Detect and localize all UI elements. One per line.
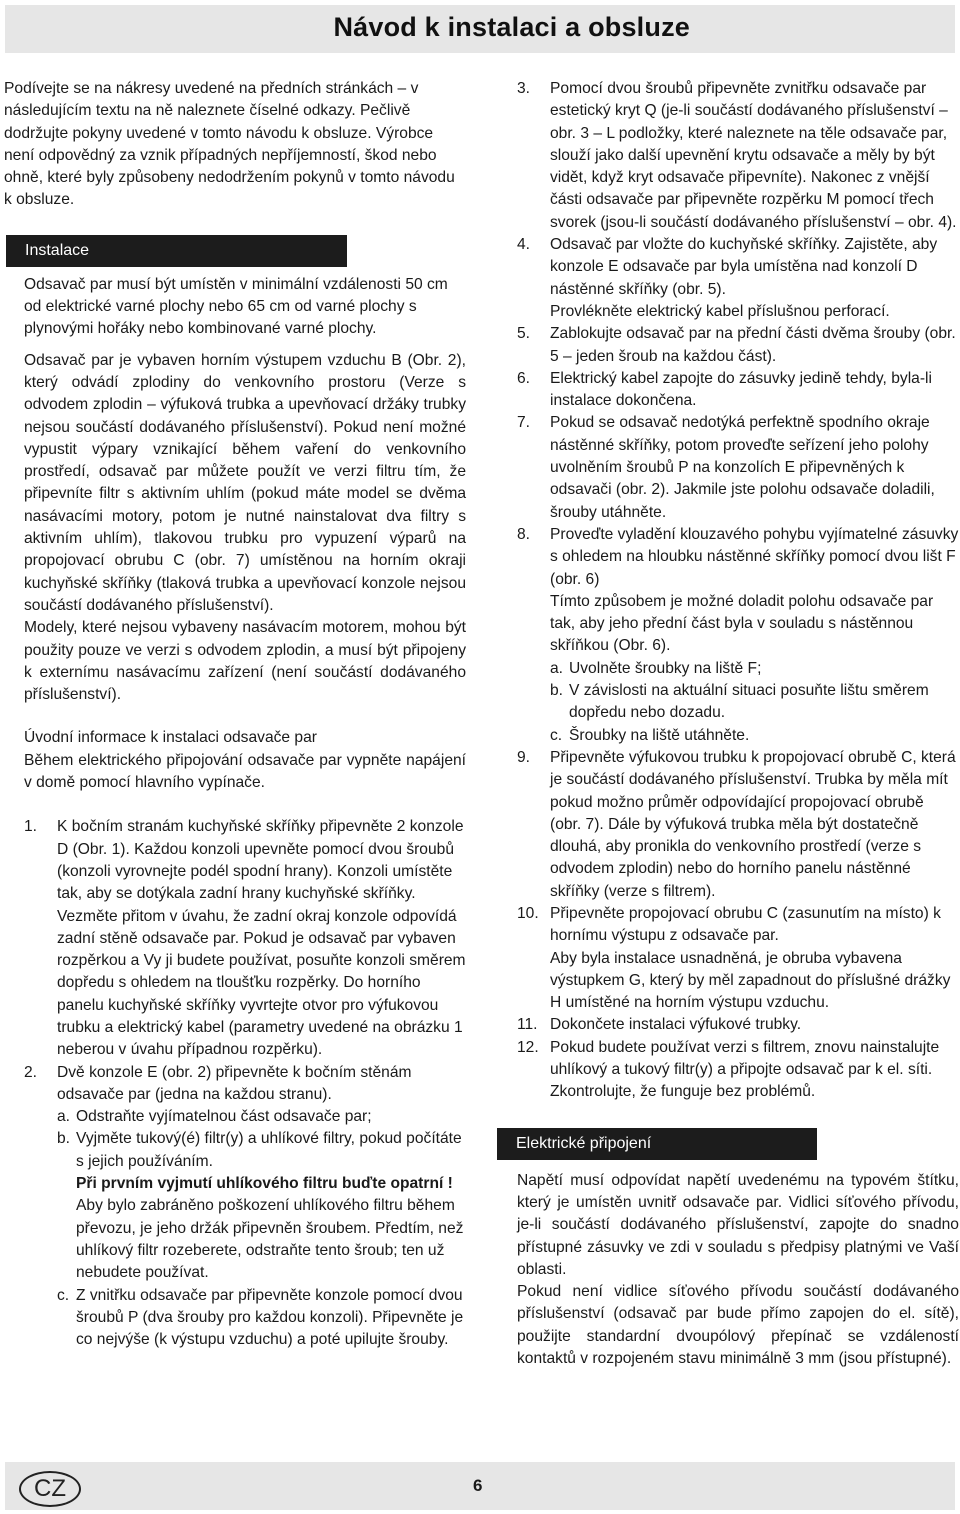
step-number: 9. bbox=[517, 748, 531, 766]
substep-letter: a. bbox=[550, 659, 564, 677]
page-number: 6 bbox=[473, 1476, 483, 1495]
list-item bbox=[517, 323, 959, 368]
electrical-paragraph-2: Pokud není vidlice síťového přívodu součástí dodávaného příslušenství (odsavač par bude přímo zapojen do el. sítě), použijte standardní dvoupólový přepínač se vzdáleností kontaktů v rozpojeném stavu minimálně 3 mm (jsou přístupné). bbox=[517, 1283, 959, 1368]
step-text: Pomocí dvou šroubů připevněte zvnitřku odsavače par estetický kryt Q (je-li součástí dodávaného příslušenství – obr. 3 – L podložky, které naleznete na těle odsavače par, slouží jako další upevnění krytu odsavače a měly by být vidět, když kryt odsavače připevníte). Nakonec z vnější části odsavače par připevněte rozpěrku M pomocí třech svorek (jsou-li součástí dodávaného příslušenství – obr. 4). bbox=[550, 80, 957, 231]
substep bbox=[57, 1128, 466, 1284]
substep bbox=[57, 1106, 466, 1128]
electrical-paragraph-1: Napětí musí odpovídat napětí uvedenému na typovém štítku, který je umístěn uvnitř odsavače par. Vidlici síťového přívodu, je-li součástí dodávaného příslušenství, zapojte do snadno přístupné zásuvky ve zdi v souladu s předpisy platnými ve Vaší oblasti. bbox=[517, 1171, 959, 1278]
list-item bbox=[24, 816, 466, 1061]
substep-letter: a. bbox=[57, 1108, 71, 1126]
distance-paragraph: Odsavač par musí být umístěn v minimální vzdálenosti 50 cm od elektrické varné plochy nebo 65 cm od varné plochy s plynovými hořáky nebo kombinované varné plochy. bbox=[24, 275, 448, 338]
list-item bbox=[517, 78, 959, 234]
step-number: 10. bbox=[517, 904, 539, 922]
step-number: 3. bbox=[517, 80, 531, 97]
step-number: 1. bbox=[24, 818, 38, 836]
substep-text: V závislosti na aktuální situaci posuňte lištu směrem dopředu nebo dozadu. bbox=[569, 682, 929, 722]
step-number: 11. bbox=[517, 1016, 538, 1034]
section-heading-instalace: Instalace bbox=[6, 235, 347, 267]
substep-text: Vyjměte tukový(é) filtr(y) a uhlíkové filtry, pokud počítáte s jejich používáním. bbox=[76, 1130, 462, 1170]
step-number: 2. bbox=[24, 1063, 38, 1081]
list-item bbox=[517, 747, 959, 903]
intro-paragraph: Podívejte se na nákresy uvedené na předních stránkách – v následujícím textu na ně naleznete číselné odkazy. Pečlivě dodržujte pokyny uvedené v tomto návodu k obsluze. Výrobce není odpovědný za vznik případných nepříjemností, škod nebo ohně, které byly způsobeny nedodržením pokynů v tomto návodu k obsluze. bbox=[4, 80, 455, 209]
step-text: Pokud se odsavač nedotýká perfektně spodního okraje nástěnné skříňky, potom proveďte seřízení jeho polohy uvolněním šroubů P na konzolích E připevněných k odsavači (obr. 2). Jakmile jste polohu odsavače doladili, šrouby utáhněte. bbox=[550, 414, 935, 521]
list-item bbox=[517, 412, 959, 523]
list-item bbox=[517, 1037, 959, 1104]
step-text: Zablokujte odsavač par na přední části dvěma šrouby (obr. 5 – jeden šroub na každou část). bbox=[550, 325, 956, 365]
substep-note: Aby bylo zabráněno poškození uhlíkového filtru během převozu, je jeho držák připevněn šroubem. Předtím, než uhlíkový filtr rozeberete, odstraňte tento šroub; ten už nebudete používat. bbox=[76, 1197, 464, 1282]
substep-letter: c. bbox=[550, 726, 563, 744]
step-extra: Tímto způsobem je možné doladit polohu odsavače par tak, aby jeho přední část byla v souladu s nástěnnou skříňkou (Obr. 6). bbox=[550, 592, 934, 655]
steps-list-left bbox=[24, 816, 466, 1351]
list-item bbox=[24, 1062, 466, 1352]
list-item bbox=[517, 368, 959, 413]
left-column bbox=[4, 78, 466, 1351]
step-text: Dvě konzole E (obr. 2) připevněte k bočním stěnám odsavače par (jedna na každou stranu). bbox=[57, 1063, 412, 1103]
step-number: 6. bbox=[517, 369, 531, 387]
page-title: Návod k instalaci a obsluze bbox=[333, 12, 690, 42]
section-heading-electrical: Elektrické připojení bbox=[497, 1128, 817, 1160]
substep-letter: b. bbox=[550, 682, 564, 700]
step-text: Elektrický kabel zapojte do zásuvky jedině tehdy, byla-li instalace dokončena. bbox=[550, 369, 932, 410]
substep-letter: c. bbox=[57, 1286, 70, 1304]
step-text: Dokončete instalaci výfukové trubky. bbox=[550, 1016, 802, 1034]
subheading-intro-info: Úvodní informace k instalaci odsavače par bbox=[24, 729, 317, 747]
substep-letter: b. bbox=[57, 1130, 71, 1148]
substep-text: Odstraňte vyjímatelnou část odsavače par; bbox=[76, 1108, 372, 1126]
step-text: Pokud budete používat verzi s filtrem, znovu nainstalujte uhlíkový a tukový filtr(y) a připojte odsavač par k el. síti. Zkontrolujte, že funguje bez problémů. bbox=[550, 1038, 940, 1101]
substep-text: Uvolněte šroubky na liště F; bbox=[569, 659, 762, 677]
step-extra: Aby byla instalace usnadněná, je obruba vybavena výstupkem G, který by měl zapadnout do příslušné drážky H umístěné na horním výstupu vzduchu. bbox=[550, 949, 951, 1012]
substep bbox=[550, 658, 959, 680]
country-code-badge: CZ bbox=[19, 1471, 81, 1507]
step-number: 7. bbox=[517, 414, 531, 432]
substep bbox=[57, 1285, 466, 1352]
step-text: Připevněte propojovací obrubu C (zasunutím na místo) k hornímu výstupu z odsavače par. bbox=[550, 904, 941, 945]
instalace-body bbox=[4, 274, 466, 795]
step-number: 5. bbox=[517, 325, 531, 343]
step-text: K bočním stranám kuchyňské skříňky připevněte 2 konzole D (Obr. 1). Každou konzoli upevněte pomocí dvou šroubů (konzoli vyrovnejte podél spodní hrany). Konzoli umístěte tak, aby se dotýkala zadní hrany kuchyňské skříňky. Vezměte přitom v úvahu, že zadní okraj konzole odpovídá zadní stěně odsavače par. Pokud je odsavač par vybaven rozpěrkou a Vy ji budete používat, posuňte konzoli směrem dopředu s ohledem na tloušťku rozpěrky. Do horního panelu kuchyňské skříňky vyvrtejte otvor pro výfukovou trubku a elektrický kabel (parametry uvedené na obrázku 1 neberou v úvahu případnou rozpěrku). bbox=[57, 818, 466, 1059]
outlet-paragraph: Odsavač par je vybaven horním výstupem vzduchu B (Obr. 2), který odvádí zplodiny do venkovního prostoru (Verze s odvodem zplodin – výfuková trubka a upevňovací držáky trubky nejsou součástí dodávaného příslušenství). Pokud není možné vypustit výpary vznikající během vaření do venkovního prostředí, odsavač par můžete použít ve verzi filtru tím, že připevníte filtr s aktivním uhlím (pokud máte model se dvěma nasávacími motory, potom je nutné nainstalovat dva filtry s aktivním uhlím), tlakovou trubku pro vypuzení výparů na propojovací obrubu C (obr. 7) umístěnou na horním okraji kuchyňské skříňky (tlaková trubka a upevňovací konzole nejsou součástí dodávaného příslušenství). bbox=[24, 351, 466, 614]
list-item bbox=[517, 234, 959, 323]
substep bbox=[550, 725, 959, 747]
step-text: Proveďte vyladění klouzavého pohybu vyjímatelné zásuvky s ohledem na hloubku nástěnné skříňky pomocí dvou lišt F (obr. 6) bbox=[550, 525, 959, 588]
step-number: 8. bbox=[517, 525, 531, 543]
step-number: 12. bbox=[517, 1038, 539, 1056]
steps-list-right bbox=[517, 78, 959, 1104]
list-item bbox=[517, 524, 959, 747]
step-extra: Provlékněte elektrický kabel příslušnou perforací. bbox=[550, 302, 890, 320]
substep-text: Šroubky na liště utáhněte. bbox=[569, 726, 750, 744]
list-item bbox=[517, 903, 959, 1014]
step-number: 4. bbox=[517, 236, 531, 254]
substep bbox=[550, 680, 959, 725]
warning-text: Při prvním vyjmutí uhlíkového filtru buďte opatrní ! bbox=[76, 1175, 453, 1193]
substep-text: Z vnitřku odsavače par připevněte konzole pomocí dvou šroubů P (dva šrouby pro každou konzoli). Připevněte je co nejvýše (k výstupu vzduchu) a poté upilujte šrouby. bbox=[76, 1286, 464, 1349]
power-paragraph: Během elektrického připojování odsavače par vypněte napájení v domě pomocí hlavního vypínače. bbox=[24, 751, 466, 792]
list-item bbox=[517, 1014, 959, 1036]
step-text: Připevněte výfukovou trubku k propojovací obrubě C, která je součástí dodávaného příslušenství. Trubka by měla mít pokud možno průměr odpovídající propojovací obrubě (obr. 7). Dále by výfuková trubka měla být dostatečně dlouhá, aby pronikla do venkovního prostředí (verze s odvodem zplodin) nebo do horního panelu nástěnné skříňky (verze s filtrem). bbox=[550, 748, 956, 900]
models-paragraph: Modely, které nejsou vybaveny nasávacím motorem, mohou být použity pouze ve verzi s odvodem zplodin, a musí být připojeny k externímu nasávacímu zařízení (není součástí dodávaného příslušenství). bbox=[24, 619, 466, 704]
step-text: Odsavač par vložte do kuchyňské skříňky. Zajistěte, aby konzole E odsavače par byla umístěna nad konzolí D nástěnné skříňky (obr. 5). bbox=[550, 236, 938, 298]
right-column bbox=[517, 78, 959, 1370]
